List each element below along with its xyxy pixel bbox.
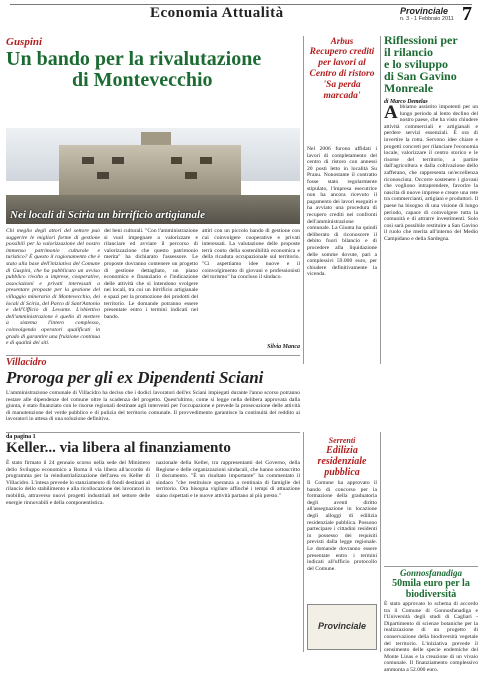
page-number: 7 [462, 3, 472, 25]
gonnos-title-line2: 50mila euro per la biodiversità [392, 578, 470, 600]
keller-kicker: da pagina 1 [6, 434, 36, 440]
rilancio-title-line4: di San Gavino Monreale [384, 69, 457, 95]
photo-window [82, 157, 94, 164]
villacidro-kicker: Villacidro [6, 357, 47, 368]
article-rilancio [384, 34, 478, 105]
serrenti-title: Edilizia residenziale pubblica [317, 445, 367, 478]
villacidro-body: L'amministrazione comunale di Villacidro ha deciso che i dodici lavoratori dell'ex Sciani impiegati durante l'anno scorso potranno restare alle dipendenze del comune oltre la scadenza del progetto. Quest'ultimo, come si legge nella delibera approvata dalla giunta, è stato finanziato con le risorse regionali destinate agli interventi per l'occupazione e prevede la prosecuzione delle attività di manutenzione del verde pubblico e di pulizia del territorio comunale. Il provvedimento garantisce la continuità del reddito ai lavoratori in attesa di una soluzione definitiva. [6, 390, 300, 423]
column-divider [303, 36, 304, 364]
photo-window [200, 157, 212, 164]
keller-title: Keller... via libera al finanziamento [6, 440, 231, 456]
article-villacidro [6, 357, 300, 387]
section-title: Economia Attualità [150, 5, 284, 21]
photo-window [171, 157, 183, 164]
article-guspini-col1: Chi meglio degli attori del settore può suggerire le migliori forme di gestione possibili per la valorizzazione del nostro immenso patrimonio culturale e turistico? È questo il ragionamento che è stato alla base dell'iniziativa del Comune di Guspini, che ha pubblicato un avviso pubblico rivolto a imprese, cooperative, associazioni e privati interessati a presentare proposte per la gestione del villaggio minerario di Montevecchio, dei locali di Sciria, del Parco di Sant'Antonio e dell'Ufficio di Levante. L'obiettivo dell'amministrazione è quello di mettere a sistema l'intero complesso, coinvolgendo operatori qualificati in grado di garantire una fruizione continua e di qualità dei siti. [6, 228, 100, 347]
article-guspini-col3: attiri con un piccolo bando di gestione con cui coinvolgere cooperative e privati interessati. La valutazione delle proposte terrà conto della sostenibilità economica e della ricaduta occupazionale sul territorio. "Ci aspettiamo idee nuove e il coinvolgimento di giovani e professionisti del turismo" ha concluso il sindaco. [202, 228, 300, 281]
arbus-kicker: Arbus [330, 36, 354, 46]
section-divider [6, 432, 300, 433]
article-title-line1: Un bando per la rivalutazione [6, 48, 262, 70]
rilancio-title-line3: e lo sviluppo [384, 57, 449, 71]
article-title-line2: di Montevecchio [72, 69, 213, 91]
rilancio-dropcap: A [384, 102, 398, 123]
newspaper-logo: Provinciale [400, 6, 449, 16]
arbus-title: Recupero crediti per lavori al Centro di ristoro 'Sa perda marcada' [309, 47, 375, 101]
article-guspini-byline: Silvia Manca [267, 344, 300, 350]
masthead [0, 0, 482, 34]
arbus-body: Nel 2006 furono affidati i lavori di completamento del centro di ristoro con annessi 20 posti letto in località Su Pranu. Nonostante il contratto fosse stato regolarmente stipulato, l'impresa esecutrice non ha ancora ricevuto il pagamento dei lavori eseguiti e ha avviato una procedura di recupero crediti nei confronti dell'amministrazione comunale. La Giunta ha quindi deliberato di riconoscere il debito fuori bilancio e di procedere alla liquidazione delle somme dovute, pari a complessivi 59.000 euro, per chiudere definitivamente la vicenda. [307, 146, 377, 278]
article-title [6, 49, 300, 91]
photo-sciria [6, 128, 300, 224]
section-divider [6, 355, 300, 356]
article-arbus [307, 36, 377, 102]
rilancio-body-text: bbiamo assistito impotenti per un lungo periodo al lento declino del nostro paese, che ha visto chiudere attività commerciali e artigianali e perdere servizi essenziali. È ora di invertire la rotta. Servono idee chiare e progetti concreti per rilanciare l'economia locale, valorizzare il centro storico e le risorse del territorio, a partire dall'agricoltura e dalla coltivazione dello zafferano, che rappresenta un'eccellenza riconosciuta. Occorre sostenere i giovani che vogliono intraprendere, favorire la nascita di nuove imprese e creare una rete tra commercianti, artigiani e produttori. Il paese ha bisogno di una visione di lungo periodo, capace di coinvolgere tutta la comunità e di attrarre investimenti. Solo così sarà possibile restituire a San Gavino il ruolo che merita all'interno del Medio Campidano e della Sardegna. [384, 104, 478, 242]
photo-window [185, 172, 197, 179]
photo-window [112, 157, 124, 164]
keller-col2: nazionale della Keller, tra rappresentanti del Governo, della Regione e delle organizzazioni sindacali, che hanno sottoscritto il documento. "È un risultato importante" ha commentato il sindaco "che restituisce speranza a centinaia di famiglie del territorio. Ora bisogna vigilare affinché i tempi di attuazione siano rispettati e le nuove attività partano al più presto." [156, 460, 300, 499]
photo-window [97, 172, 109, 179]
rilancio-byline: di Marco Demelas [384, 99, 428, 105]
article-guspini-col2: dei beni culturali. "Con l'amministrazione si vuol impegnare a valorizzare e rilanciare ed avviare il percorso di valorizzazione che questo patrimonio merita" ha dichiarato l'assessore. Le proposte dovranno contenere un progetto di gestione dettagliato, un piano economico e finanziario e l'indicazione delle attività che si intendono svolgere nei locali, tra cui un birrificio artigianale e spazi per la promozione dei prodotti del territorio. Le domande potranno essere presentate entro i termini indicati nel bando. [104, 228, 198, 320]
article-serrenti [307, 436, 377, 478]
column-divider [380, 36, 381, 364]
newspaper-ad [307, 604, 377, 650]
rilancio-title-line1: Riflessioni per [384, 33, 458, 47]
column-divider [380, 432, 381, 652]
serrenti-kicker: Serrenti [328, 436, 356, 445]
ad-logo: Provinciale [317, 621, 367, 631]
rilancio-title-line2: il rilancio [384, 45, 433, 59]
article-keller [6, 434, 300, 457]
rilancio-body [384, 104, 478, 364]
keller-col1: È stato firmato il 24 gennaio scorso nella sede del Ministero dello Sviluppo economico a Roma il via libera all'accordo di programma per la reindustrializzazione dell'area ex Keller di Villacidro. L'intesa prevede lo stanziamento di fondi destinati al rilancio dello stabilimento e alla ricollocazione dei lavoratori in mobilità, attraverso nuovi progetti industriali nel settore delle energie rinnovabili e della componentistica. [6, 460, 150, 506]
villacidro-title: Proroga per gli ex Dipendenti Sciani [6, 368, 264, 387]
section-divider [384, 566, 478, 567]
article-gonnos [384, 568, 478, 600]
photo-caption: Nei locali di Sciria un birrificio artigianale [10, 209, 205, 221]
column-divider [303, 432, 304, 652]
serrenti-body: Il Comune ha approvato il bando di concorso per la formazione della graduatoria degli aventi diritto all'assegnazione in locazione degli alloggi di edilizia residenziale pubblica. Possono partecipare i cittadini residenti in possesso dei requisiti previsti dalla legge regionale. Le domande dovranno essere presentate entro i termini indicati all'ufficio protocollo del Comune. [307, 480, 377, 572]
gonnos-title-line1: Gonnosfanadiga [399, 568, 462, 578]
article-guspini [6, 36, 300, 91]
article-kicker: Guspini [6, 36, 43, 48]
issue-info: n. 3 - 1 Febbraio 2011 [400, 16, 454, 22]
gonnos-body: È stato approvato lo schema di accordo tra il Comune di Gonnosfanadiga e l'Università degli studi di Cagliari - Dipartimento di scienze botaniche per la realizzazione di un progetto di conservazione della biodiversità vegetale del territorio. L'iniziativa prevede il censimento delle specie endemiche del Monte Linas e la creazione di un vivaio comunale. Il finanziamento complessivo ammonta a 52.000 euro. [384, 601, 478, 673]
rilancio-title [384, 34, 478, 94]
